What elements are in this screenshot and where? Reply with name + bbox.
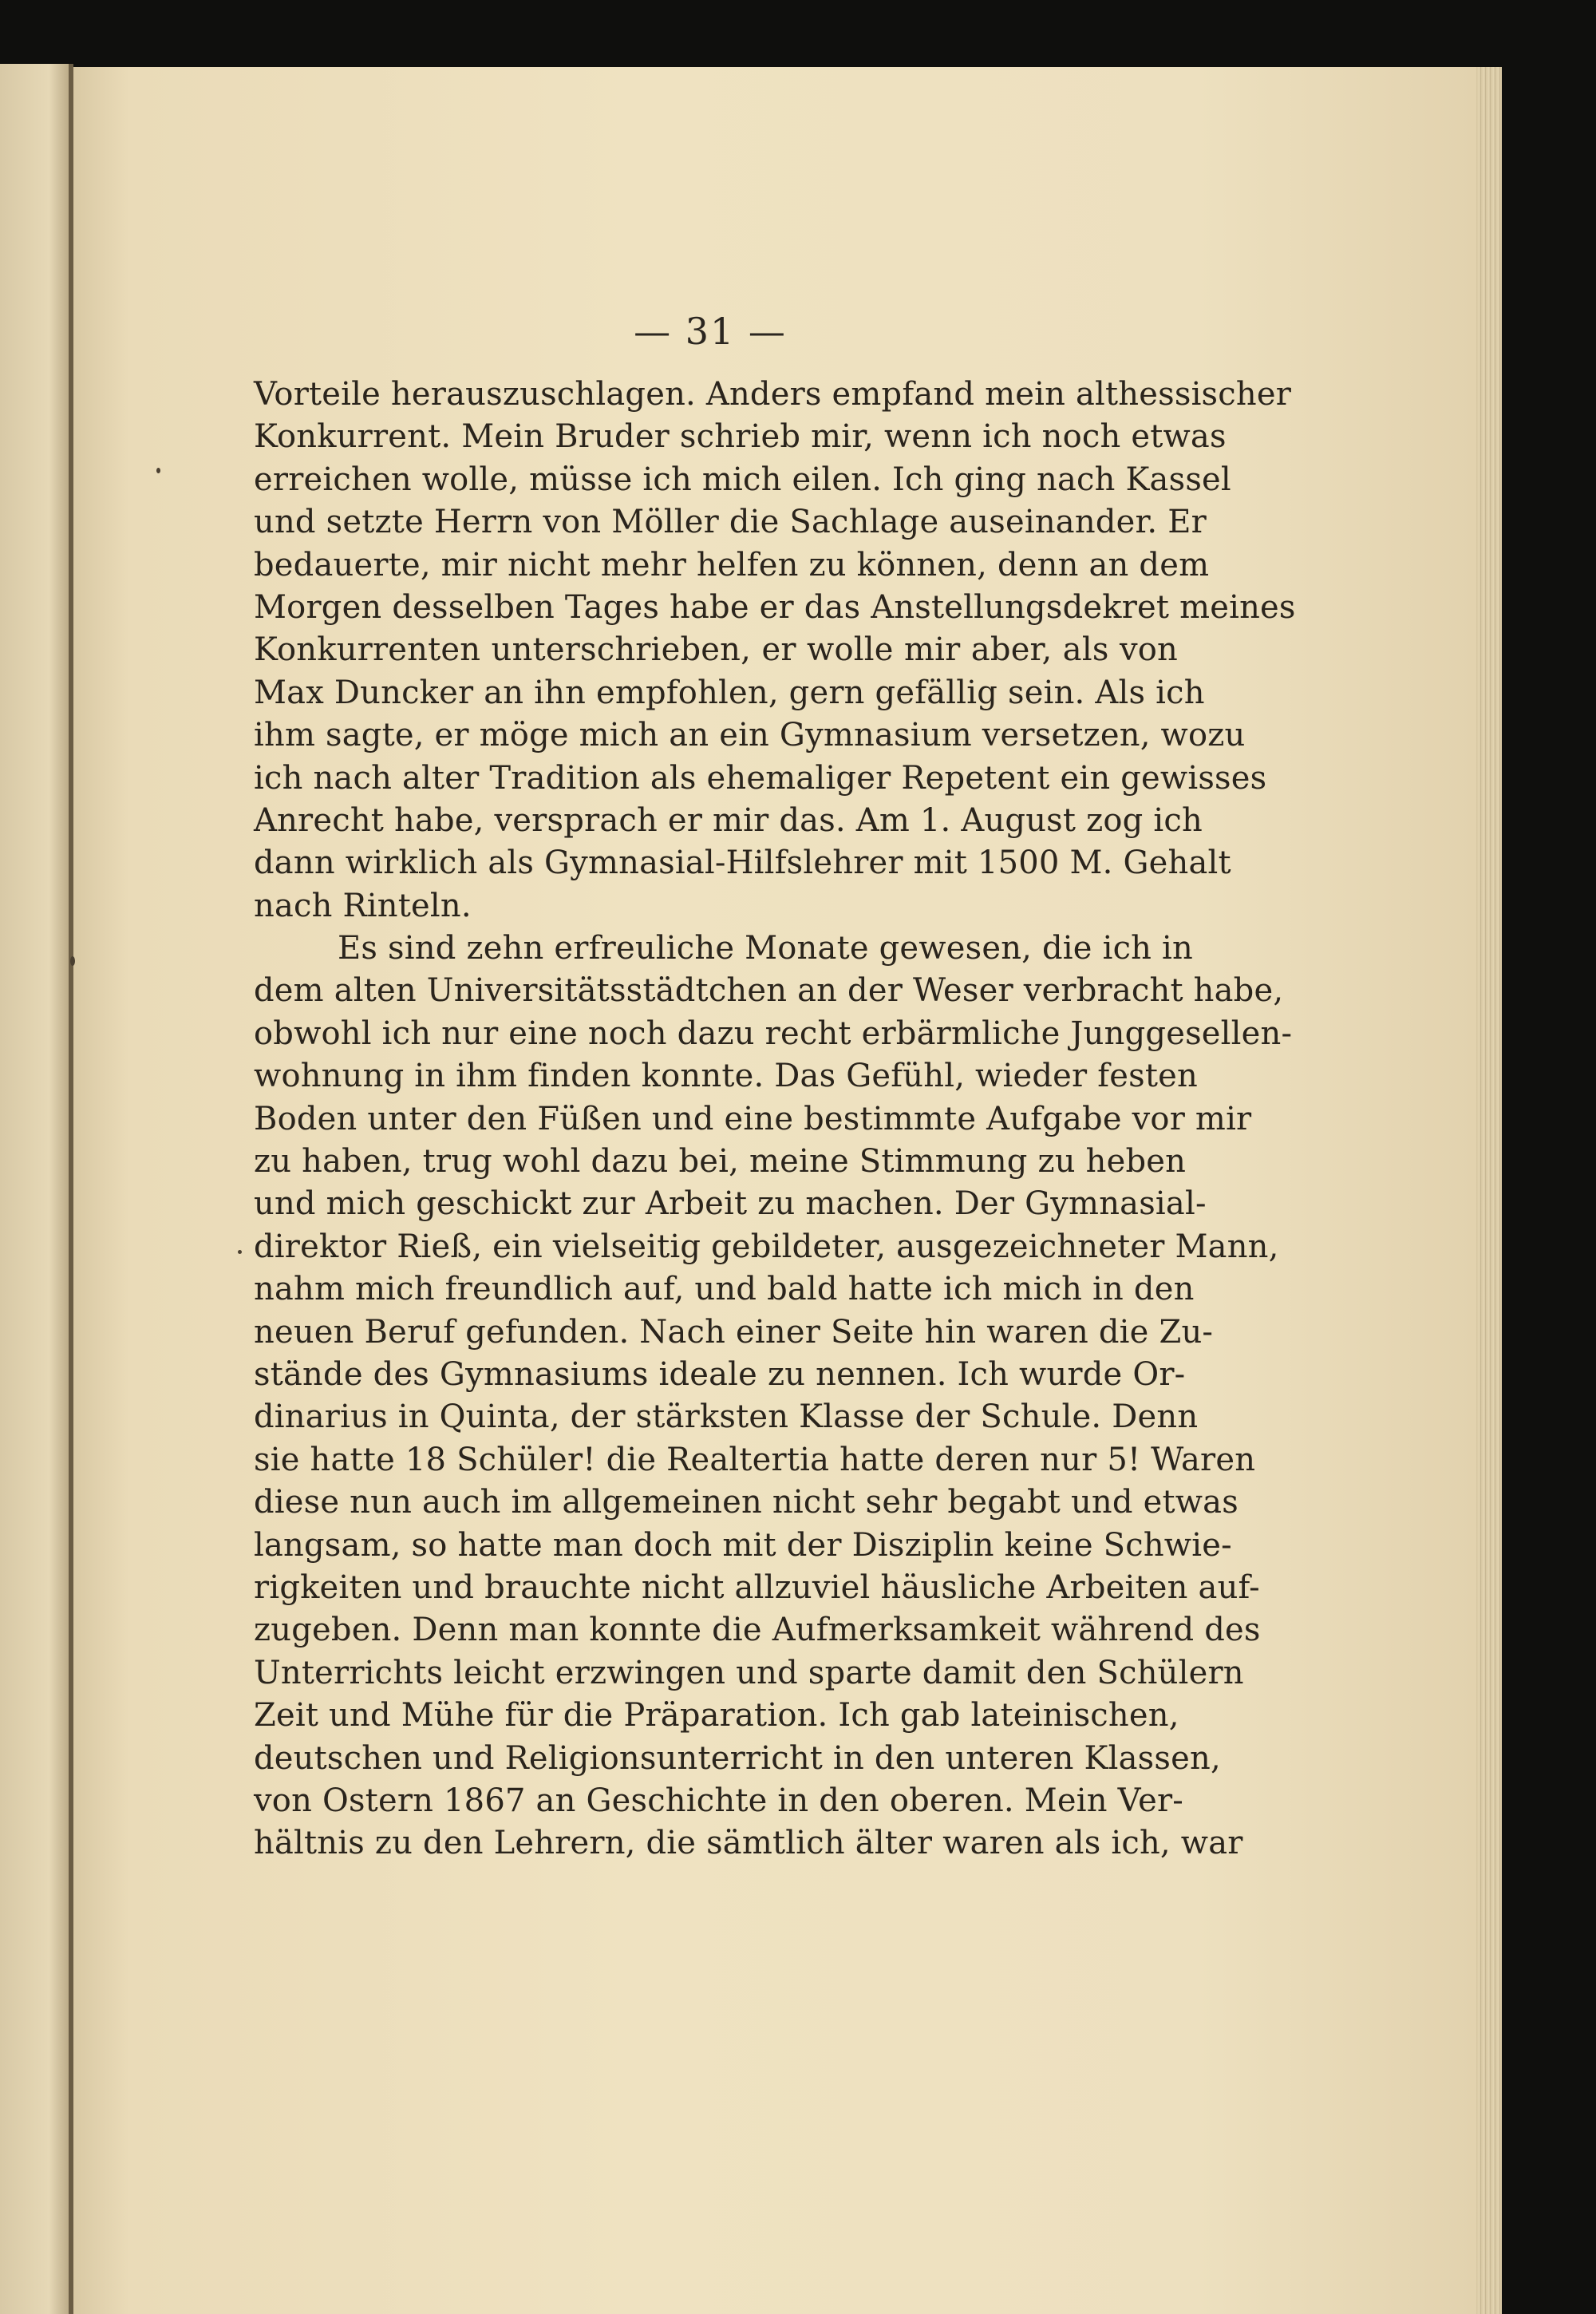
text-line: nahm mich freundlich auf, und bald hatte ich mich in den: [254, 1271, 1195, 1308]
text-line: diese nun auch im allgemeinen nicht sehr begabt und etwas: [254, 1484, 1238, 1521]
text-line: zugeben. Denn man konnte die Aufmerksamkeit während des: [254, 1612, 1261, 1649]
text-line: wohnung in ihm finden konnte. Das Gefühl, wieder festen: [254, 1058, 1198, 1095]
text-line: neuen Beruf gefunden. Nach einer Seite hin waren die Zu-: [254, 1313, 1214, 1351]
body-text: [254, 374, 1296, 1865]
text-line: von Ostern 1867 an Geschichte in den oberen. Mein Ver-: [254, 1782, 1183, 1819]
paper-speck: [156, 468, 160, 473]
text-line: Max Duncker an ihn empfohlen, gern gefällig sein. Als ich: [254, 674, 1205, 711]
text-line: stände des Gymnasiums ideale zu nennen. Ich wurde Or-: [254, 1355, 1186, 1393]
text-line: erreichen wolle, müsse ich mich eilen. Ich ging nach Kassel: [254, 461, 1231, 498]
text-line: langsam, so hatte man doch mit der Disziplin keine Schwie-: [254, 1526, 1232, 1564]
paper-speck: [70, 956, 75, 966]
text-line: obwohl ich nur eine noch dazu recht erbärmliche Junggesellen-: [254, 1015, 1293, 1052]
text-line: dann wirklich als Gymnasial-Hilfslehrer mit 1500 M. Gehalt: [254, 845, 1231, 882]
text-line: deutschen und Religionsunterricht in den unteren Klassen,: [254, 1739, 1221, 1777]
text-line: bedauerte, mir nicht mehr helfen zu können, denn an dem: [254, 546, 1210, 583]
text-line: Konkurrenten unterschrieben, er wolle mir aber, als von: [254, 631, 1178, 669]
page-edge: [1476, 67, 1502, 2314]
text-line: nach Rinteln.: [254, 887, 472, 924]
text-line: Konkurrent. Mein Bruder schrieb mir, wenn ich noch etwas: [254, 418, 1227, 456]
text-line: Zeit und Mühe für die Präparation. Ich gab lateinischen,: [254, 1697, 1179, 1735]
paper-speck: [238, 1250, 242, 1254]
text-line: ihm sagte, er möge mich an ein Gymnasium versetzen, wozu: [254, 717, 1246, 754]
text-line: Boden unter den Füßen und eine bestimmte Aufgabe vor mir: [254, 1100, 1252, 1137]
text-line: dinarius in Quinta, der stärksten Klasse der Schule. Denn: [254, 1398, 1199, 1436]
text-line: rigkeiten und brauchte nicht allzuviel häusliche Arbeiten auf-: [254, 1568, 1260, 1606]
page-number: — 31 —: [634, 310, 787, 353]
left-page-margin: [0, 64, 70, 2314]
text-line: und mich geschickt zur Arbeit zu machen. Der Gymnasial-: [254, 1185, 1207, 1223]
text-line: ich nach alter Tradition als ehemaliger Repetent ein gewisses: [254, 759, 1267, 797]
text-line: hältnis zu den Lehrern, die sämtlich älter waren als ich, war: [254, 1825, 1243, 1862]
text-line: Unterrichts leicht erzwingen und sparte damit den Schülern: [254, 1654, 1244, 1691]
text-line: dem alten Universitätsstädtchen an der Weser verbracht habe,: [254, 972, 1284, 1010]
text-line: direktor Rieß, ein vielseitig gebildeter, ausgezeichneter Mann,: [254, 1228, 1279, 1265]
text-line: sie hatte 18 Schüler! die Realtertia hatte deren nur 5! Waren: [254, 1441, 1256, 1478]
text-line: Anrecht habe, versprach er mir das. Am 1. August zog ich: [254, 801, 1203, 839]
text-line: Morgen desselben Tages habe er das Anstellungsdekret meines: [254, 588, 1296, 626]
text-line: Es sind zehn erfreuliche Monate gewesen, die ich in: [338, 930, 1194, 967]
text-line: Vorteile herauszuschlagen. Anders empfand mein althessischer: [254, 376, 1292, 413]
text-line: und setzte Herrn von Möller die Sachlage auseinander. Er: [254, 504, 1207, 541]
text-line: zu haben, trug wohl dazu bei, meine Stimmung zu heben: [254, 1143, 1187, 1181]
